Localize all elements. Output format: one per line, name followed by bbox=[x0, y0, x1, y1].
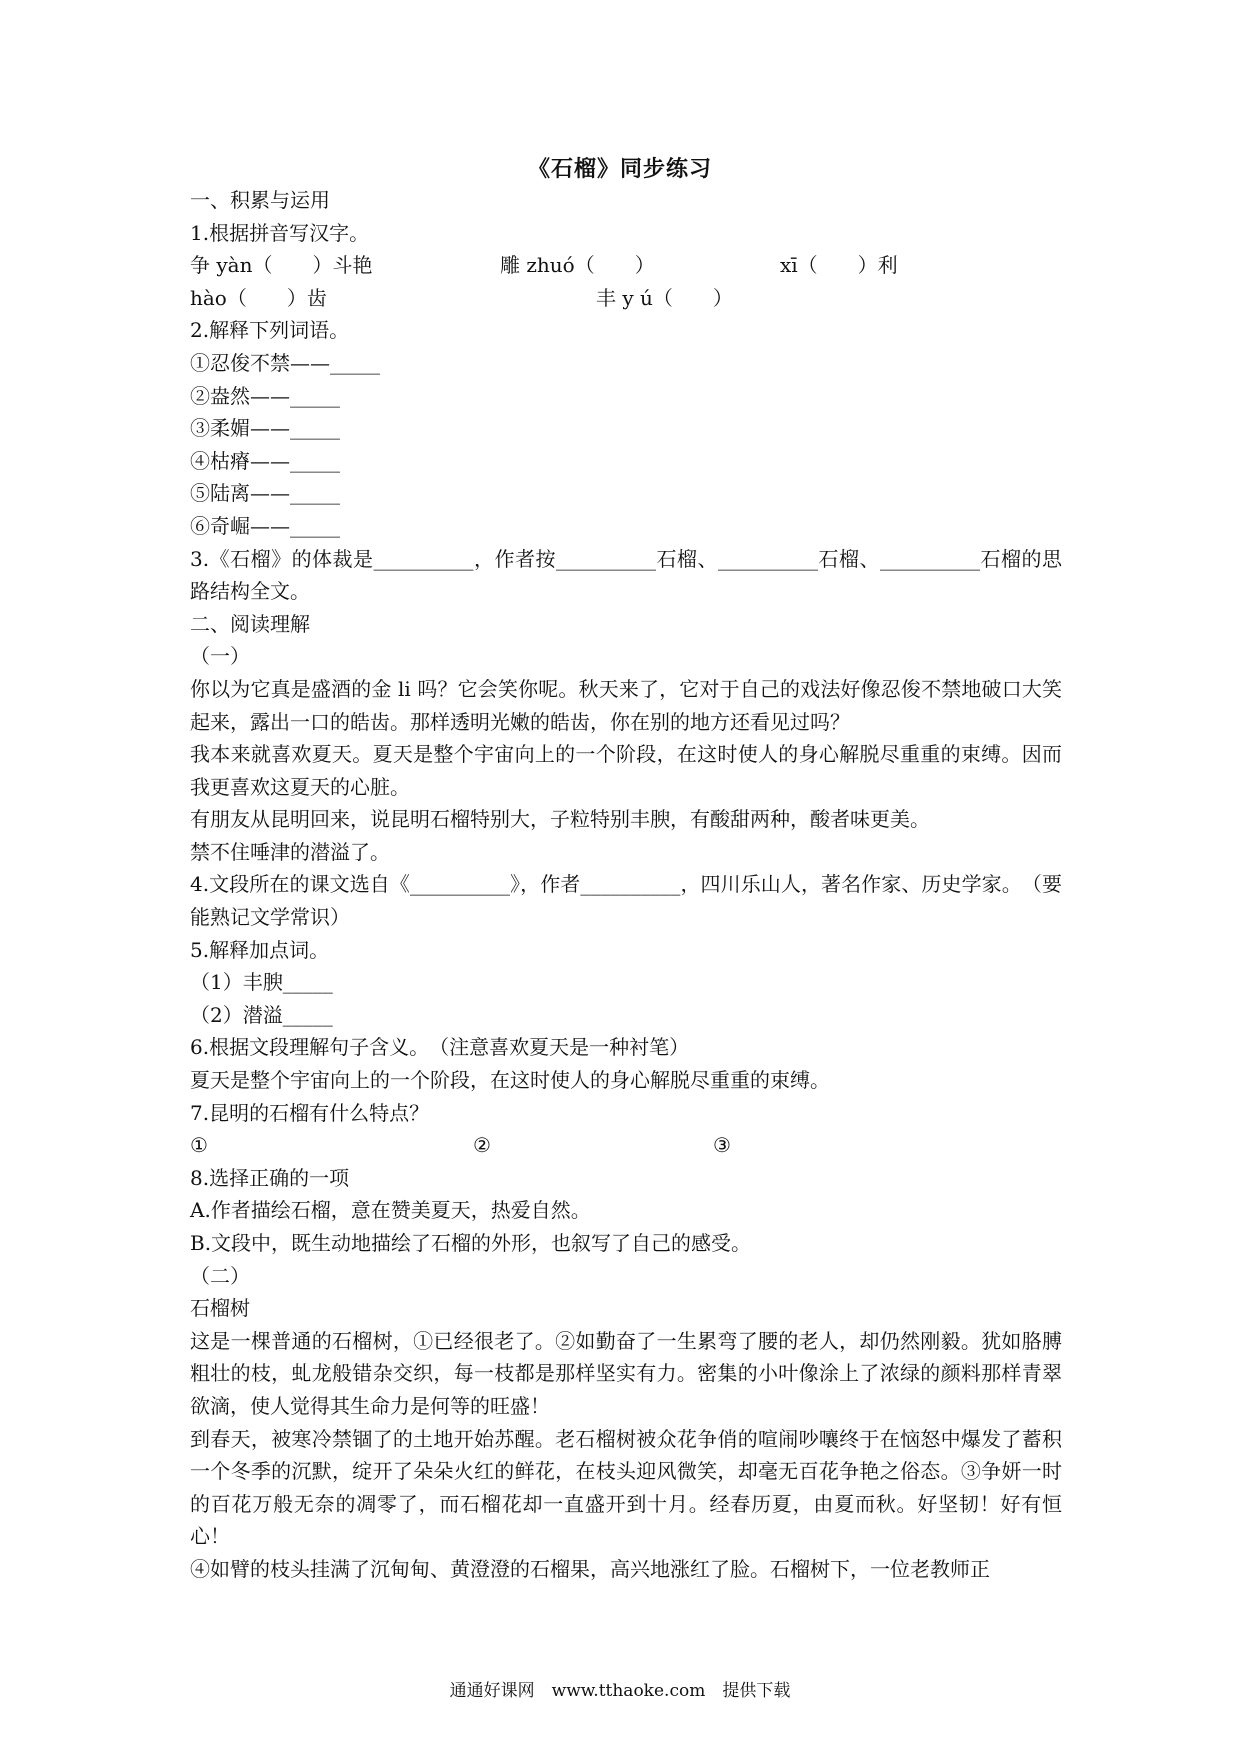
choice-option: A.作者描绘石榴，意在赞美夏天，热爱自然。 bbox=[190, 1198, 591, 1223]
answer-mark: ① bbox=[190, 1133, 208, 1158]
question-text: 4.文段所在的课文选自《__________》，作者__________，四川乐山人，著名作家、历史学家。 （要能熟记文学常识） bbox=[190, 872, 1062, 930]
vocab-item: ⑥奇崛——_____ bbox=[190, 513, 340, 538]
pinyin-item: 丰 y ú（ ） bbox=[596, 285, 733, 310]
passage-paragraph: 这是一棵普通的石榴树，①已经很老了。②如勤奋了一生累弯了腰的老人，却仍然刚毅。犹如胳膊粗壮的枝，虬龙般错杂交织，每一枝都是那样坚实有力。密集的小叶像涂上了浓绿的颜料那样青翠欲滴，使人觉得其生命力是何等的旺盛！ bbox=[190, 1328, 1062, 1418]
answer-marks-row bbox=[190, 1129, 1062, 1162]
passage-paragraph: 你以为它真是盛酒的金 li 吗？它会笑你呢。秋天来了，它对于自己的戏法好像忍俊不禁地破口大笑起来，露出一口的皓齿。那样透明光嫩的皓齿，你在别的地方还看见过吗？ bbox=[190, 676, 1062, 734]
passage-paragraph: 禁不住唾津的潜溢了。 bbox=[190, 839, 390, 864]
pinyin-item: 雕 zhuó（ ） bbox=[500, 253, 655, 278]
document-body bbox=[190, 184, 1062, 1586]
question-text: 3.《石榴》的体裁是__________，作者按__________石榴、__________石榴、__________石榴的思路结构全文。 bbox=[190, 546, 1062, 604]
passage-heading: 石榴树 bbox=[190, 1296, 250, 1321]
vocab-item: ④枯瘠——_____ bbox=[190, 448, 340, 473]
question-prompt: 1.根据拼音写汉字。 bbox=[190, 220, 370, 245]
section-heading: 二、阅读理解 bbox=[190, 611, 310, 636]
question-prompt: 2.解释下列词语。 bbox=[190, 318, 350, 343]
page-title: 《石榴》同步练习 bbox=[527, 156, 712, 182]
vocab-item: ②盎然——_____ bbox=[190, 383, 340, 408]
question-prompt: 5.解释加点词。 bbox=[190, 937, 330, 962]
quoted-sentence: 夏天是整个宇宙向上的一个阶段，在这时使人的身心解脱尽重重的束缚。 bbox=[190, 1068, 830, 1093]
pinyin-item: xī（ ）利 bbox=[780, 253, 898, 278]
question-prompt: 6.根据文段理解句子含义。 （注意喜欢夏天是一种衬笔） bbox=[190, 1035, 690, 1060]
pinyin-item: 争 yàn（ ）斗艳 bbox=[190, 253, 373, 278]
page-footer: 通通好课网 www.tthaoke.com 提供下载 bbox=[449, 1681, 791, 1701]
question-prompt: 7.昆明的石榴有什么特点？ bbox=[190, 1100, 430, 1125]
passage-label: （二） bbox=[190, 1263, 250, 1288]
passage-paragraph: 有朋友从昆明回来，说昆明石榴特别大，子粒特别丰腴，有酸甜两种，酸者味更美。 bbox=[190, 807, 930, 832]
answer-mark: ② bbox=[473, 1133, 491, 1158]
passage-paragraph: 到春天，被寒冷禁锢了的土地开始苏醒。老石榴树被众花争俏的喧闹吵嚷终于在恼怒中爆发了蓄积一个冬季的沉默，绽开了朵朵火红的鲜花，在枝头迎风微笑，却毫无百花争艳之俗态。③争妍一时的百花万般无奈的凋零了，而石榴花却一直盛开到十月。经春历夏，由夏而秋。好坚韧！好有恒心！ bbox=[190, 1426, 1062, 1549]
question-subitem: （1）丰腴_____ bbox=[190, 970, 333, 995]
choice-option: B.文段中，既生动地描绘了石榴的外形，也叙写了自己的感受。 bbox=[190, 1231, 752, 1255]
passage-paragraph: ④如臂的枝头挂满了沉甸甸、黄澄澄的石榴果，高兴地涨红了脸。石榴树下，一位老教师正 bbox=[190, 1556, 990, 1581]
question-prompt: 8.选择正确的一项 bbox=[190, 1165, 350, 1190]
question-subitem: （2）潜溢_____ bbox=[190, 1002, 333, 1027]
section-heading: 一、积累与运用 bbox=[190, 188, 330, 212]
pinyin-item: hào（ ）齿 bbox=[190, 285, 327, 310]
pinyin-row bbox=[190, 249, 1062, 282]
passage-paragraph: 我本来就喜欢夏天。夏天是整个宇宙向上的一个阶段，在这时使人的身心解脱尽重重的束缚。因而我更喜欢这夏天的心脏。 bbox=[190, 742, 1062, 799]
vocab-item: ①忍俊不禁——_____ bbox=[190, 350, 380, 375]
passage-label: （一） bbox=[190, 644, 250, 669]
vocab-item: ③柔媚——_____ bbox=[190, 416, 340, 441]
vocab-item: ⑤陆离——_____ bbox=[190, 481, 340, 506]
pinyin-row bbox=[190, 282, 1062, 315]
answer-mark: ③ bbox=[713, 1133, 731, 1158]
